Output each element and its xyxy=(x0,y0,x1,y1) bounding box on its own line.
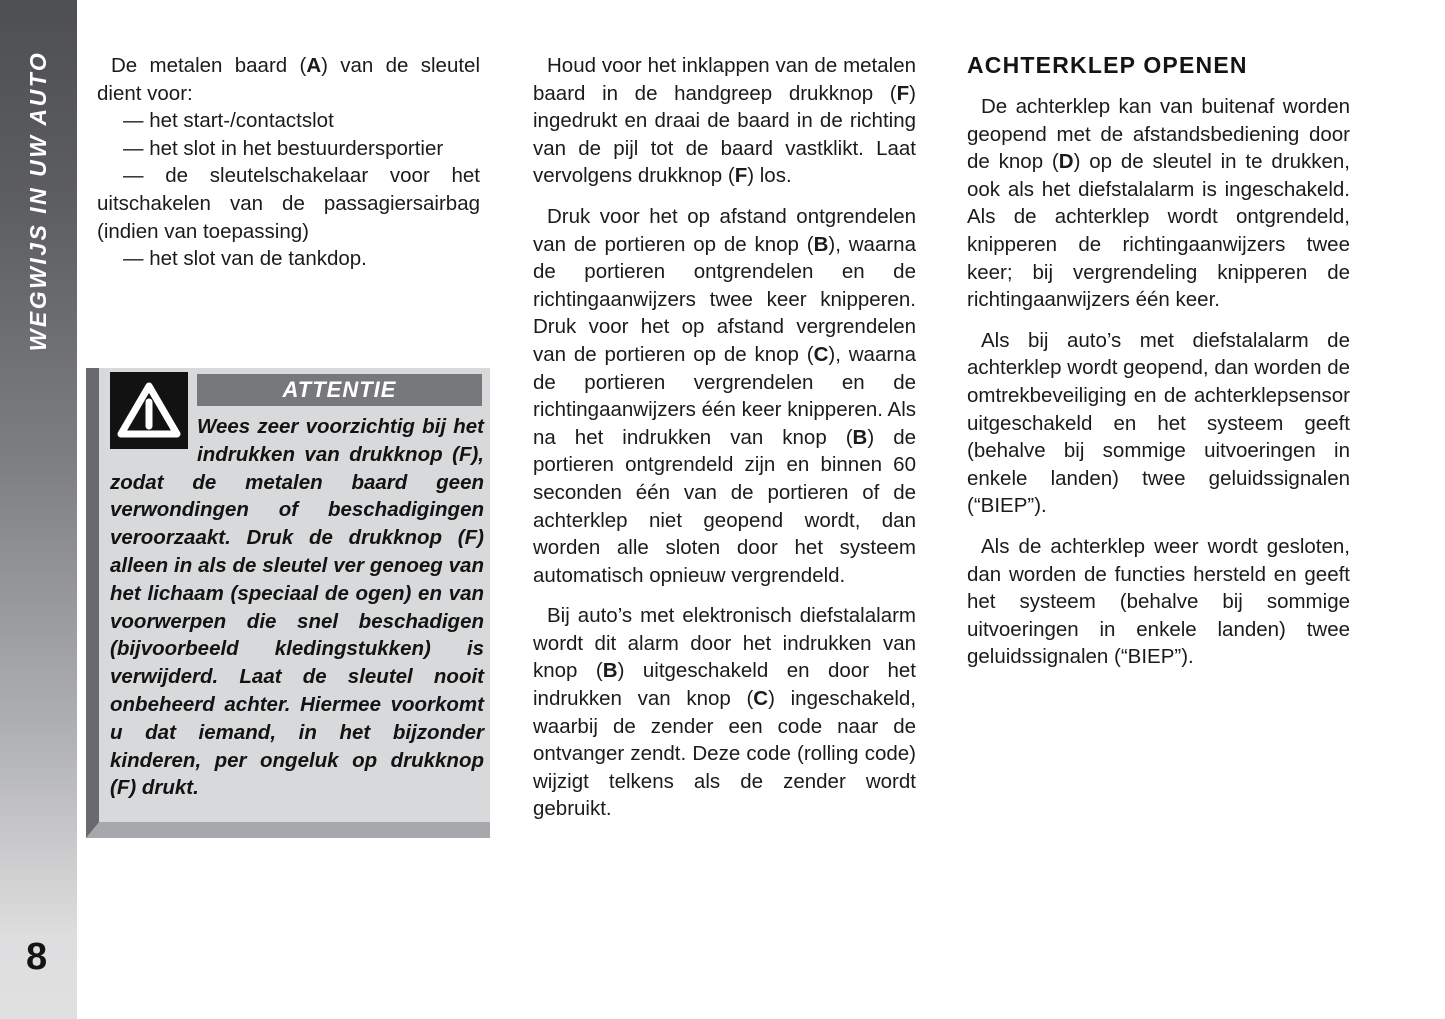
paragraph: Als de achterklep weer wordt gesloten, dan worden de functies hersteld en geeft het systeem (behalve bij sommige uitvoeringen in enkele landen) twee geluidssignalen (“BIEP”). xyxy=(967,534,1350,669)
chapter-sidebar xyxy=(0,0,77,1019)
list-item: — de sleutelschakelaar voor het uitschakelen van de passagiersairbag (indien van toepassing) xyxy=(97,164,480,243)
warning-title: ATTENTIE xyxy=(282,377,397,402)
paragraph: De metalen baard (A) van de sleutel dient voor: xyxy=(97,54,481,105)
paragraph: Als bij auto’s met diefstalalarm de achterklep wordt geopend, dan worden de omtrekbeveiliging en de achterklepsensor uitgeschakeld en het systeem geeft (behalve bij sommige uitvoeringen in enkele landen) twee geluidssignalen (“BIEP”). xyxy=(967,328,1350,518)
warning-triangle-icon xyxy=(110,372,188,449)
section-heading: ACHTERKLEP OPENEN xyxy=(967,52,1248,78)
list-item: — het slot in het bestuurdersportier xyxy=(123,136,444,160)
paragraph: Druk voor het op afstand ontgrendelen van de portieren op de knop (B), waarna de portieren ontgrendelen en de richtingaanwijzers twee keer knipperen. Druk voor het op afstand vergrendelen van de portieren op de knop (C), waarna de portieren vergrendelen en de richtingaanwijzers één keer knipperen. Als na het indrukken van knop (B) de portieren ontgrendeld zijn en binnen 60 seconden één van de portieren of de achterklep niet geopend wordt, dan worden alle sloten door het systeem automatisch opnieuw vergrendeld. xyxy=(533,204,916,587)
paragraph: De achterklep kan van buitenaf worden geopend met de afstandsbediening door de knop (D) op de sleutel in te drukken, ook als het diefstalalarm is ingeschakeld. Als de achterklep wordt ontgrendeld, knipperen de richtingaanwijzers twee keer; bij vergrendeling knipperen de richtingaanwijzers één keer. xyxy=(967,95,1350,312)
warning-header-bar xyxy=(197,374,482,406)
column-2 xyxy=(533,52,916,836)
list-item: — het slot van de tankdop. xyxy=(123,247,367,271)
list-item: — het start-/contactslot xyxy=(123,109,334,133)
column-3 xyxy=(967,52,1350,684)
column-1 xyxy=(97,52,480,273)
paragraph: Bij auto’s met elektronisch diefstalalarm wordt dit alarm door het indrukken van knop (B) uitgeschakeld en door het indrukken van knop (C) ingeschakeld, waarbij de zender een code naar de ontvanger zendt. Deze code (rolling code) wijzigt telkens als de zender wordt gebruikt. xyxy=(533,604,916,821)
attention-warning-box xyxy=(86,368,490,838)
chapter-title: WEGWIJS IN UW AUTO xyxy=(25,50,51,352)
paragraph: Houd voor het inklappen van de metalen baard in de handgreep drukknop (F) ingedrukt en draai de baard in de richting van de pijl tot de baard vastklikt. Laat vervolgens drukknop (F) los. xyxy=(533,54,916,188)
warning-body-text: Wees zeer voorzichtig bij het indrukken van drukknop (F), zodat de metalen baard geen verwondingen of beschadigingen veroorzaakt. Druk de drukknop (F) alleen in als de sleutel ver genoeg van het lichaam (speciaal de ogen) en van voorwerpen die snel beschadigen (bijvoorbeeld kledingstukken) is verwijderd. Laat de sleutel nooit onbeheerd achter. Hiermee voorkomt u dat iemand, in het bijzonder kinderen, per ongeluk op drukknop (F) drukt. xyxy=(110,415,484,800)
page-number: 8 xyxy=(26,936,48,978)
